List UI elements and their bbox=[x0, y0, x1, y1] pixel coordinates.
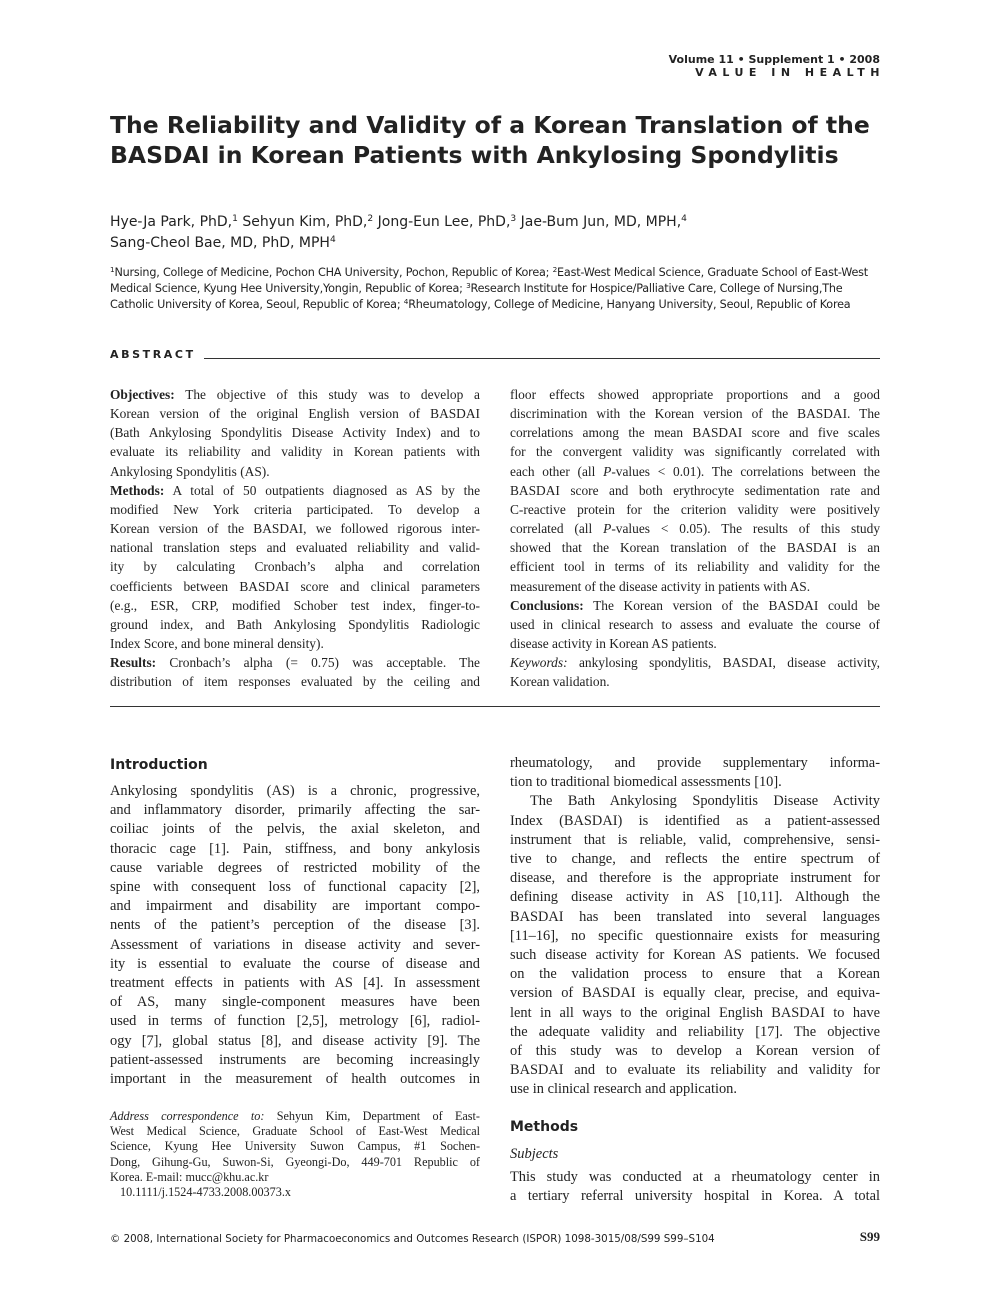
abstract-line: for the convergent validity was significantly correlated with bbox=[510, 444, 880, 460]
abstract-line: Korean version of the BASDAI, we followed rigorous inter- bbox=[110, 521, 480, 537]
author: Hye-Ja Park, PhD, bbox=[110, 214, 233, 230]
body-line: rheumatology, and provide supplementary informa- bbox=[510, 755, 880, 771]
journal-name: VALUE IN HEALTH bbox=[695, 66, 885, 79]
line-text: The Korean version of the BASDAI could be bbox=[593, 597, 880, 613]
body-line: used in terms of function [2,5], metrology [6], radiol- bbox=[110, 1013, 480, 1030]
body-line: tion to traditional biomedical assessments [10]. bbox=[510, 774, 782, 791]
body-line: instrument that is reliable, valid, comprehensive, sensi- bbox=[510, 831, 880, 848]
abstract-rule bbox=[204, 358, 880, 359]
affiliation-text: Rheumatology, College of Medicine, Hanyang University, Seoul, Republic of Korea bbox=[408, 298, 851, 311]
section-label: Methods: bbox=[110, 482, 165, 498]
abstract-line: (e.g., ESR, CRP, modified Schober test index, finger-to- bbox=[110, 597, 480, 613]
page-number: S99 bbox=[859, 1229, 880, 1244]
body-line: Assessment of variations in disease activity and sever- bbox=[110, 936, 480, 953]
correspondence-email[interactable]: Korea. E-mail: mucc@khu.ac.kr bbox=[110, 1169, 269, 1184]
affiliation-text: Catholic University of Korea, Seoul, Republic of Korea; bbox=[110, 298, 404, 311]
intro-left-column bbox=[110, 782, 480, 1089]
body-line: a tertiary referral university hospital in Korea. A total bbox=[510, 1188, 880, 1205]
abstract-line: (Bath Ankylosing Spondylitis Disease Activity Index) and to bbox=[110, 425, 480, 441]
body-line: BASDAI and to evaluate its reliability and validity for bbox=[510, 1062, 880, 1079]
body-line: such disease activity for Korean AS patients. We focused bbox=[510, 947, 880, 964]
abstract-line: ground index, and Bath Ankylosing Spondylitis Radiologic bbox=[110, 616, 480, 632]
author-line bbox=[110, 233, 890, 254]
correspondence-line: Science, Kyung Hee University Suwon Campus, #1 Sochen- bbox=[110, 1139, 480, 1154]
abstract-line: Korean version of the original English version of BASDAI bbox=[110, 406, 480, 422]
author-line bbox=[110, 212, 890, 233]
body-line: The Bath Ankylosing Spondylitis Disease Activity bbox=[530, 793, 880, 810]
abstract-line: measurement of the disease activity in patients with AS. bbox=[510, 578, 811, 594]
abstract-line bbox=[510, 519, 880, 538]
affiliation-line bbox=[110, 281, 882, 297]
correspondence-label: Address correspondence to: bbox=[110, 1109, 265, 1123]
abstract-line bbox=[510, 596, 880, 615]
body-line: of this study was to develop a Korean version of bbox=[510, 1043, 880, 1060]
body-line: ity is essential to evaluate the course of disease and bbox=[110, 955, 480, 972]
body-line: Ankylosing spondylitis (AS) is a chronic, progressive, bbox=[110, 783, 480, 799]
body-line: of AS, many single-component measures have been bbox=[110, 994, 480, 1011]
abstract-line: ity by calculating Cronbach’s alpha and correlation bbox=[110, 559, 480, 575]
line-text: correlated (all bbox=[510, 521, 604, 537]
body-line: [11–16], no specific questionnaire exists for measuring bbox=[510, 927, 880, 944]
author: Sang-Cheol Bae, MD, PhD, MPH bbox=[110, 235, 330, 251]
body-line: This study was conducted at a rheumatology center in bbox=[510, 1169, 880, 1185]
author: Jong-Eun Lee, PhD, bbox=[373, 214, 511, 230]
body-line: lent in all ways to the original English BASDAI to have bbox=[510, 1004, 880, 1021]
abstract-line: C-reactive protein for the criterion validity were positively bbox=[510, 501, 880, 517]
abstract-left-column bbox=[110, 385, 480, 692]
affiliation-marker: 3 bbox=[466, 281, 471, 290]
abstract-line: evaluate its reliability and validity in Korean patients with bbox=[110, 444, 480, 460]
affiliation-line bbox=[110, 297, 882, 313]
abstract-line bbox=[510, 653, 880, 672]
volume-line: Volume 11 • Supplement 1 • 2008 bbox=[668, 53, 880, 66]
abstract-line: Ankylosing Spondylitis (AS). bbox=[110, 463, 270, 479]
affiliation-marker: 2 bbox=[552, 265, 558, 274]
subjects-subheading: Subjects bbox=[510, 1146, 559, 1162]
abstract-line: BASDAI score and both erythrocyte sedimentation rate and bbox=[510, 482, 880, 498]
abstract-heading: ABSTRACT bbox=[110, 348, 196, 361]
body-line: and inflammatory disorder, primarily affecting the sar- bbox=[110, 802, 480, 819]
methods-heading: Methods bbox=[510, 1119, 579, 1135]
abstract-line: floor effects showed appropriate proportions and a good bbox=[510, 387, 880, 402]
affiliation-marker: 4 bbox=[329, 235, 336, 245]
affiliation-text: Nursing, College of Medicine, Pochon CHA University, Pochon, Republic of Korea; bbox=[114, 266, 553, 279]
body-line: treatment effects in patients with AS [4]. In assessment bbox=[110, 975, 480, 992]
author-list bbox=[110, 212, 890, 254]
body-line: and impairment and disability are important compo- bbox=[110, 898, 480, 915]
abstract-right-column bbox=[510, 385, 880, 692]
section-label: Conclusions: bbox=[510, 597, 584, 613]
abstract-line bbox=[110, 653, 480, 672]
abstract-line: Index Score, and bone mineral density). bbox=[110, 636, 324, 652]
body-line: on the validation process to ensure that a Korean bbox=[510, 966, 880, 983]
body-line: nents of the patient’s perception of the disease [3]. bbox=[110, 917, 480, 934]
body-line: spine with consequent loss of functional capacity [2], bbox=[110, 879, 480, 896]
title-line: BASDAI in Korean Patients with Ankylosing Spondylitis bbox=[110, 141, 839, 169]
footer-copyright: © 2008, International Society for Pharmacoeconomics and Outcomes Research (ISPOR) 1098-3015/08/S99 S99–S104 bbox=[110, 1233, 715, 1245]
italic-p: P bbox=[603, 521, 612, 537]
abstract-line bbox=[110, 481, 480, 500]
body-line: thoracic cage [1]. Pain, stiffness, and bony ankylosis bbox=[110, 840, 480, 857]
affiliation-marker: 2 bbox=[367, 214, 374, 224]
line-text: Cronbach’s alpha (= 0.75) was acceptable. The bbox=[169, 655, 480, 671]
body-line: BASDAI has been translated into several languages bbox=[510, 908, 880, 925]
body-line: important in the measurement of health outcomes in bbox=[110, 1071, 480, 1088]
affiliation-text: East-West Medical Science, Graduate School of East-West bbox=[557, 266, 868, 279]
correspondence-line: Dong, Gihung-Gu, Suwon-Si, Gyeongi-Do, 449-701 Republic of bbox=[110, 1154, 480, 1169]
doi-link[interactable]: 10.1111/j.1524-4733.2008.00373.x bbox=[120, 1185, 291, 1200]
journal-header bbox=[590, 53, 885, 79]
introduction-heading: Introduction bbox=[110, 757, 208, 773]
abstract-bottom-rule bbox=[110, 706, 880, 707]
italic-p: P bbox=[603, 463, 612, 479]
body-line: use in clinical research and application. bbox=[510, 1081, 737, 1098]
body-line: defining disease activity in AS [10,11]. Although the bbox=[510, 889, 880, 906]
line-text: Sehyun Kim, Department of East- bbox=[264, 1109, 480, 1123]
body-line: Index (BASDAI) is identified as a patient-assessed bbox=[510, 812, 880, 829]
abstract-line: used in clinical research to assess and evaluate the course of bbox=[510, 616, 880, 632]
abstract-line: efficient tool in terms of its reliability and validity for the bbox=[510, 559, 880, 575]
author: Jae-Bum Jun, MD, MPH, bbox=[516, 214, 682, 230]
affiliation-marker: 3 bbox=[510, 214, 517, 224]
correspondence-line: West Medical Science, Graduate School of East-West Medical bbox=[110, 1124, 480, 1139]
abstract-line: correlations among the mean BASDAI score and five scales bbox=[510, 425, 880, 441]
line-text: -values < 0.01). The correlations between the bbox=[611, 463, 880, 479]
abstract-line: coefficients between BASDAI score and clinical parameters bbox=[110, 578, 480, 594]
body-line: coiliac joints of the pelvis, the axial skeleton, and bbox=[110, 821, 480, 838]
body-line: version of BASDAI is equally clear, precise, and equiva- bbox=[510, 985, 880, 1002]
abstract-line bbox=[510, 462, 880, 481]
body-line: patient-assessed instruments are becoming increasingly bbox=[110, 1051, 480, 1068]
section-label: Keywords: bbox=[510, 655, 568, 671]
abstract-line: disease activity in Korean AS patients. bbox=[510, 636, 717, 652]
line-text: The objective of this study was to develop a bbox=[185, 387, 480, 402]
abstract-line: showed that the Korean translation of the BASDAI is an bbox=[510, 540, 880, 556]
affiliation-line bbox=[110, 265, 882, 281]
correspondence-note bbox=[110, 1109, 480, 1200]
article-title bbox=[110, 110, 890, 170]
affiliation-marker: 4 bbox=[403, 297, 409, 306]
affiliation-marker: 1 bbox=[110, 265, 115, 274]
correspondence-line bbox=[110, 1109, 480, 1124]
body-line: tive to change, and reflects the entire spectrum of bbox=[510, 851, 880, 868]
abstract-line: discrimination with the Korean version of the BASDAI. The bbox=[510, 406, 880, 422]
abstract-line: national translation steps and evaluated reliability and valid- bbox=[110, 540, 480, 556]
subjects-text bbox=[510, 1168, 880, 1206]
title-line: The Reliability and Validity of a Korean Translation of the bbox=[110, 111, 870, 139]
author: Sehyun Kim, PhD, bbox=[237, 214, 368, 230]
intro-right-column bbox=[510, 754, 880, 1100]
abstract-line: Korean validation. bbox=[510, 674, 610, 690]
affiliation-text: Research Institute for Hospice/Palliative Care, College of Nursing,The bbox=[470, 282, 843, 295]
affiliation-marker: 4 bbox=[681, 214, 687, 224]
body-line: disease, and therefore is the appropriate instrument for bbox=[510, 870, 880, 887]
line-text: A total of 50 outpatients diagnosed as AS by the bbox=[172, 482, 481, 498]
abstract-line bbox=[110, 385, 480, 404]
body-line: ogy [7], global status [8], and disease activity [9]. The bbox=[110, 1032, 480, 1049]
body-line: the adequate validity and reliability [17]. The objective bbox=[510, 1023, 880, 1040]
affiliation-text: Medical Science, Kyung Hee University,Yongin, Republic of Korea; bbox=[110, 282, 467, 295]
section-label: Results: bbox=[110, 655, 157, 671]
body-line: cause variable degrees of restricted mobility of the bbox=[110, 859, 480, 876]
line-text: each other (all bbox=[510, 463, 604, 479]
line-text: -values < 0.05). The results of this study bbox=[611, 521, 881, 537]
abstract-line: modified New York criteria participated. To develop a bbox=[110, 501, 480, 517]
line-text: ankylosing spondylitis, BASDAI, disease activity, bbox=[578, 655, 880, 671]
section-label: Objectives: bbox=[110, 387, 175, 402]
abstract-line: distribution of item responses evaluated by the ceiling and bbox=[110, 674, 480, 690]
affiliations bbox=[110, 265, 882, 313]
affiliation-marker: 1 bbox=[232, 214, 238, 224]
